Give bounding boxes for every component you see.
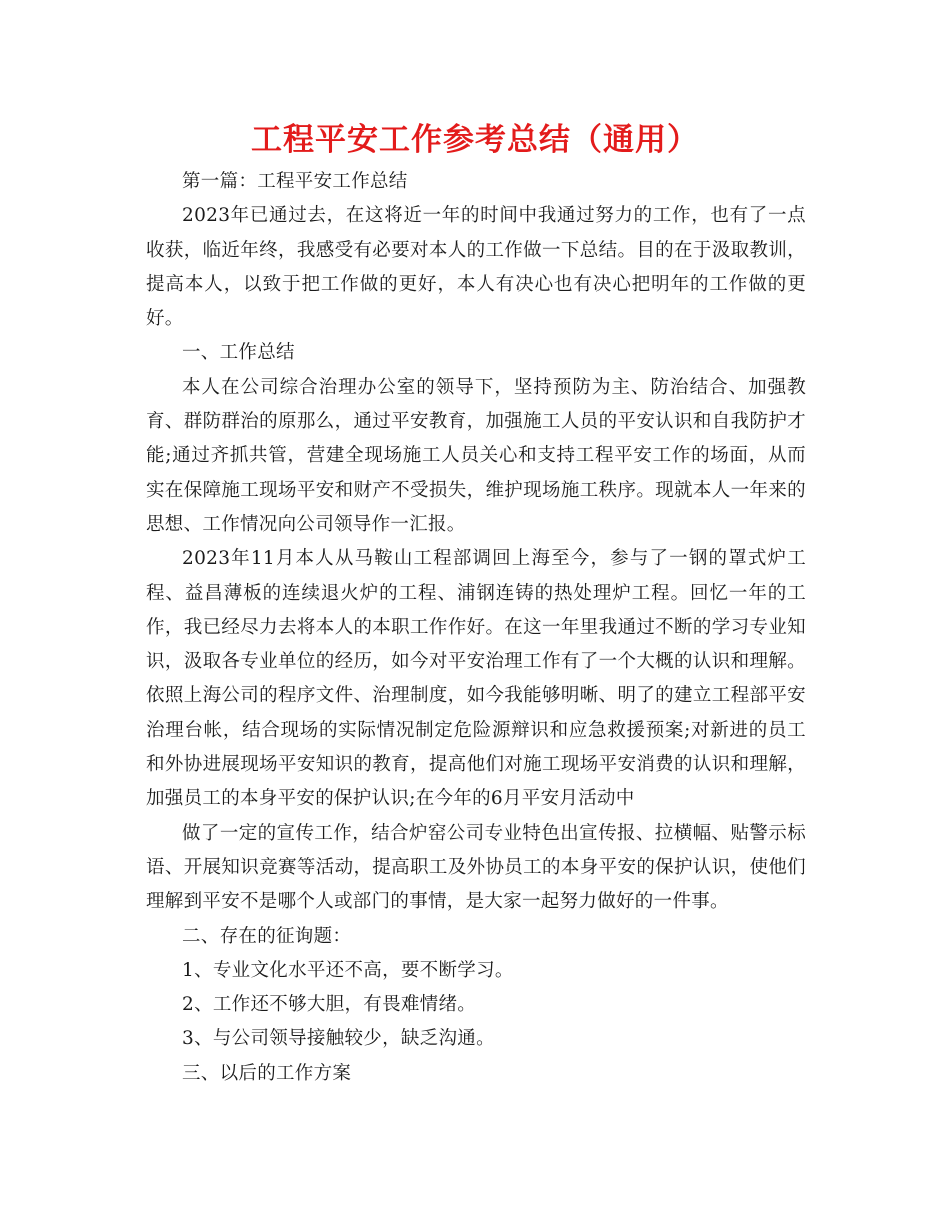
paragraph-projects: 2023年11月本人从马鞍山工程部调回上海至今，参与了一钢的罩式炉工程、益昌薄板的连续退火炉的工程、浦钢连铸的热处理炉工程。回忆一年的工作，我已经尽力去将本人的本职工作作好。在这一年里我通过不断的学习专业知识，汲取各专业单位的经历，如今对平安治理工作有了一个大概的认识和理解。依照上海公司的程序文件、治理制度，如今我能够明晰、明了的建立工程部平安治理台帐，结合现场的实际情况制定危险源辩识和应急救援预案;对新进的员工和外协进展现场平安知识的教育，提高他们对施工现场平安消费的认识和理解，加强员工的本身平安的保护认识;在今年的6月平安月活动中 [146, 548, 806, 810]
list-item-problem-2: 2、工作还不够大胆，有畏难情绪。 [182, 994, 477, 1016]
section-heading-first-part: 第一篇：工程平安工作总结 [182, 171, 408, 192]
paragraph-intro: 2023年已通过去，在这将近一年的时间中我通过努力的工作，也有了一点收获，临近年终，我感受有必要对本人的工作做一下总结。目的在于汲取教训，提高本人，以致于把工作做的更好，本人有决心也有决心把明年的工作做的更好。 [146, 205, 806, 330]
section-heading-future-plan: 三、以后的工作方案 [182, 1062, 352, 1084]
section-heading-problems: 二、存在的征询题： [182, 925, 352, 947]
section-heading-work-summary: 一、工作总结 [182, 342, 295, 364]
document-title: 工程平安工作参考总结（通用） [251, 122, 699, 158]
document-body [146, 165, 806, 1091]
list-item-problem-1: 1、专业文化水平还不高，要不断学习。 [182, 959, 514, 981]
list-item-problem-3: 3、与公司领导接触较少，缺乏沟通。 [182, 1028, 495, 1050]
paragraph-publicity: 做了一定的宣传工作，结合炉窑公司专业特色出宣传报、拉横幅、贴警示标语、开展知识竞赛等活动，提高职工及外协员工的本身平安的保护认识，使他们理解到平安不是哪个人或部门的事情，是大家一起努力做好的一件事。 [146, 822, 806, 913]
paragraph-leadership: 本人在公司综合治理办公室的领导下，坚持预防为主、防治结合、加强教育、群防群治的原那么，通过平安教育，加强施工人员的平安认识和自我防护才能;通过齐抓共管，营建全现场施工人员关心和支持工程平安工作的场面，从而实在保障施工现场平安和财产不受损失，维护现场施工秩序。现就本人一年来的思想、工作情况向公司领导作一汇报。 [146, 376, 806, 535]
